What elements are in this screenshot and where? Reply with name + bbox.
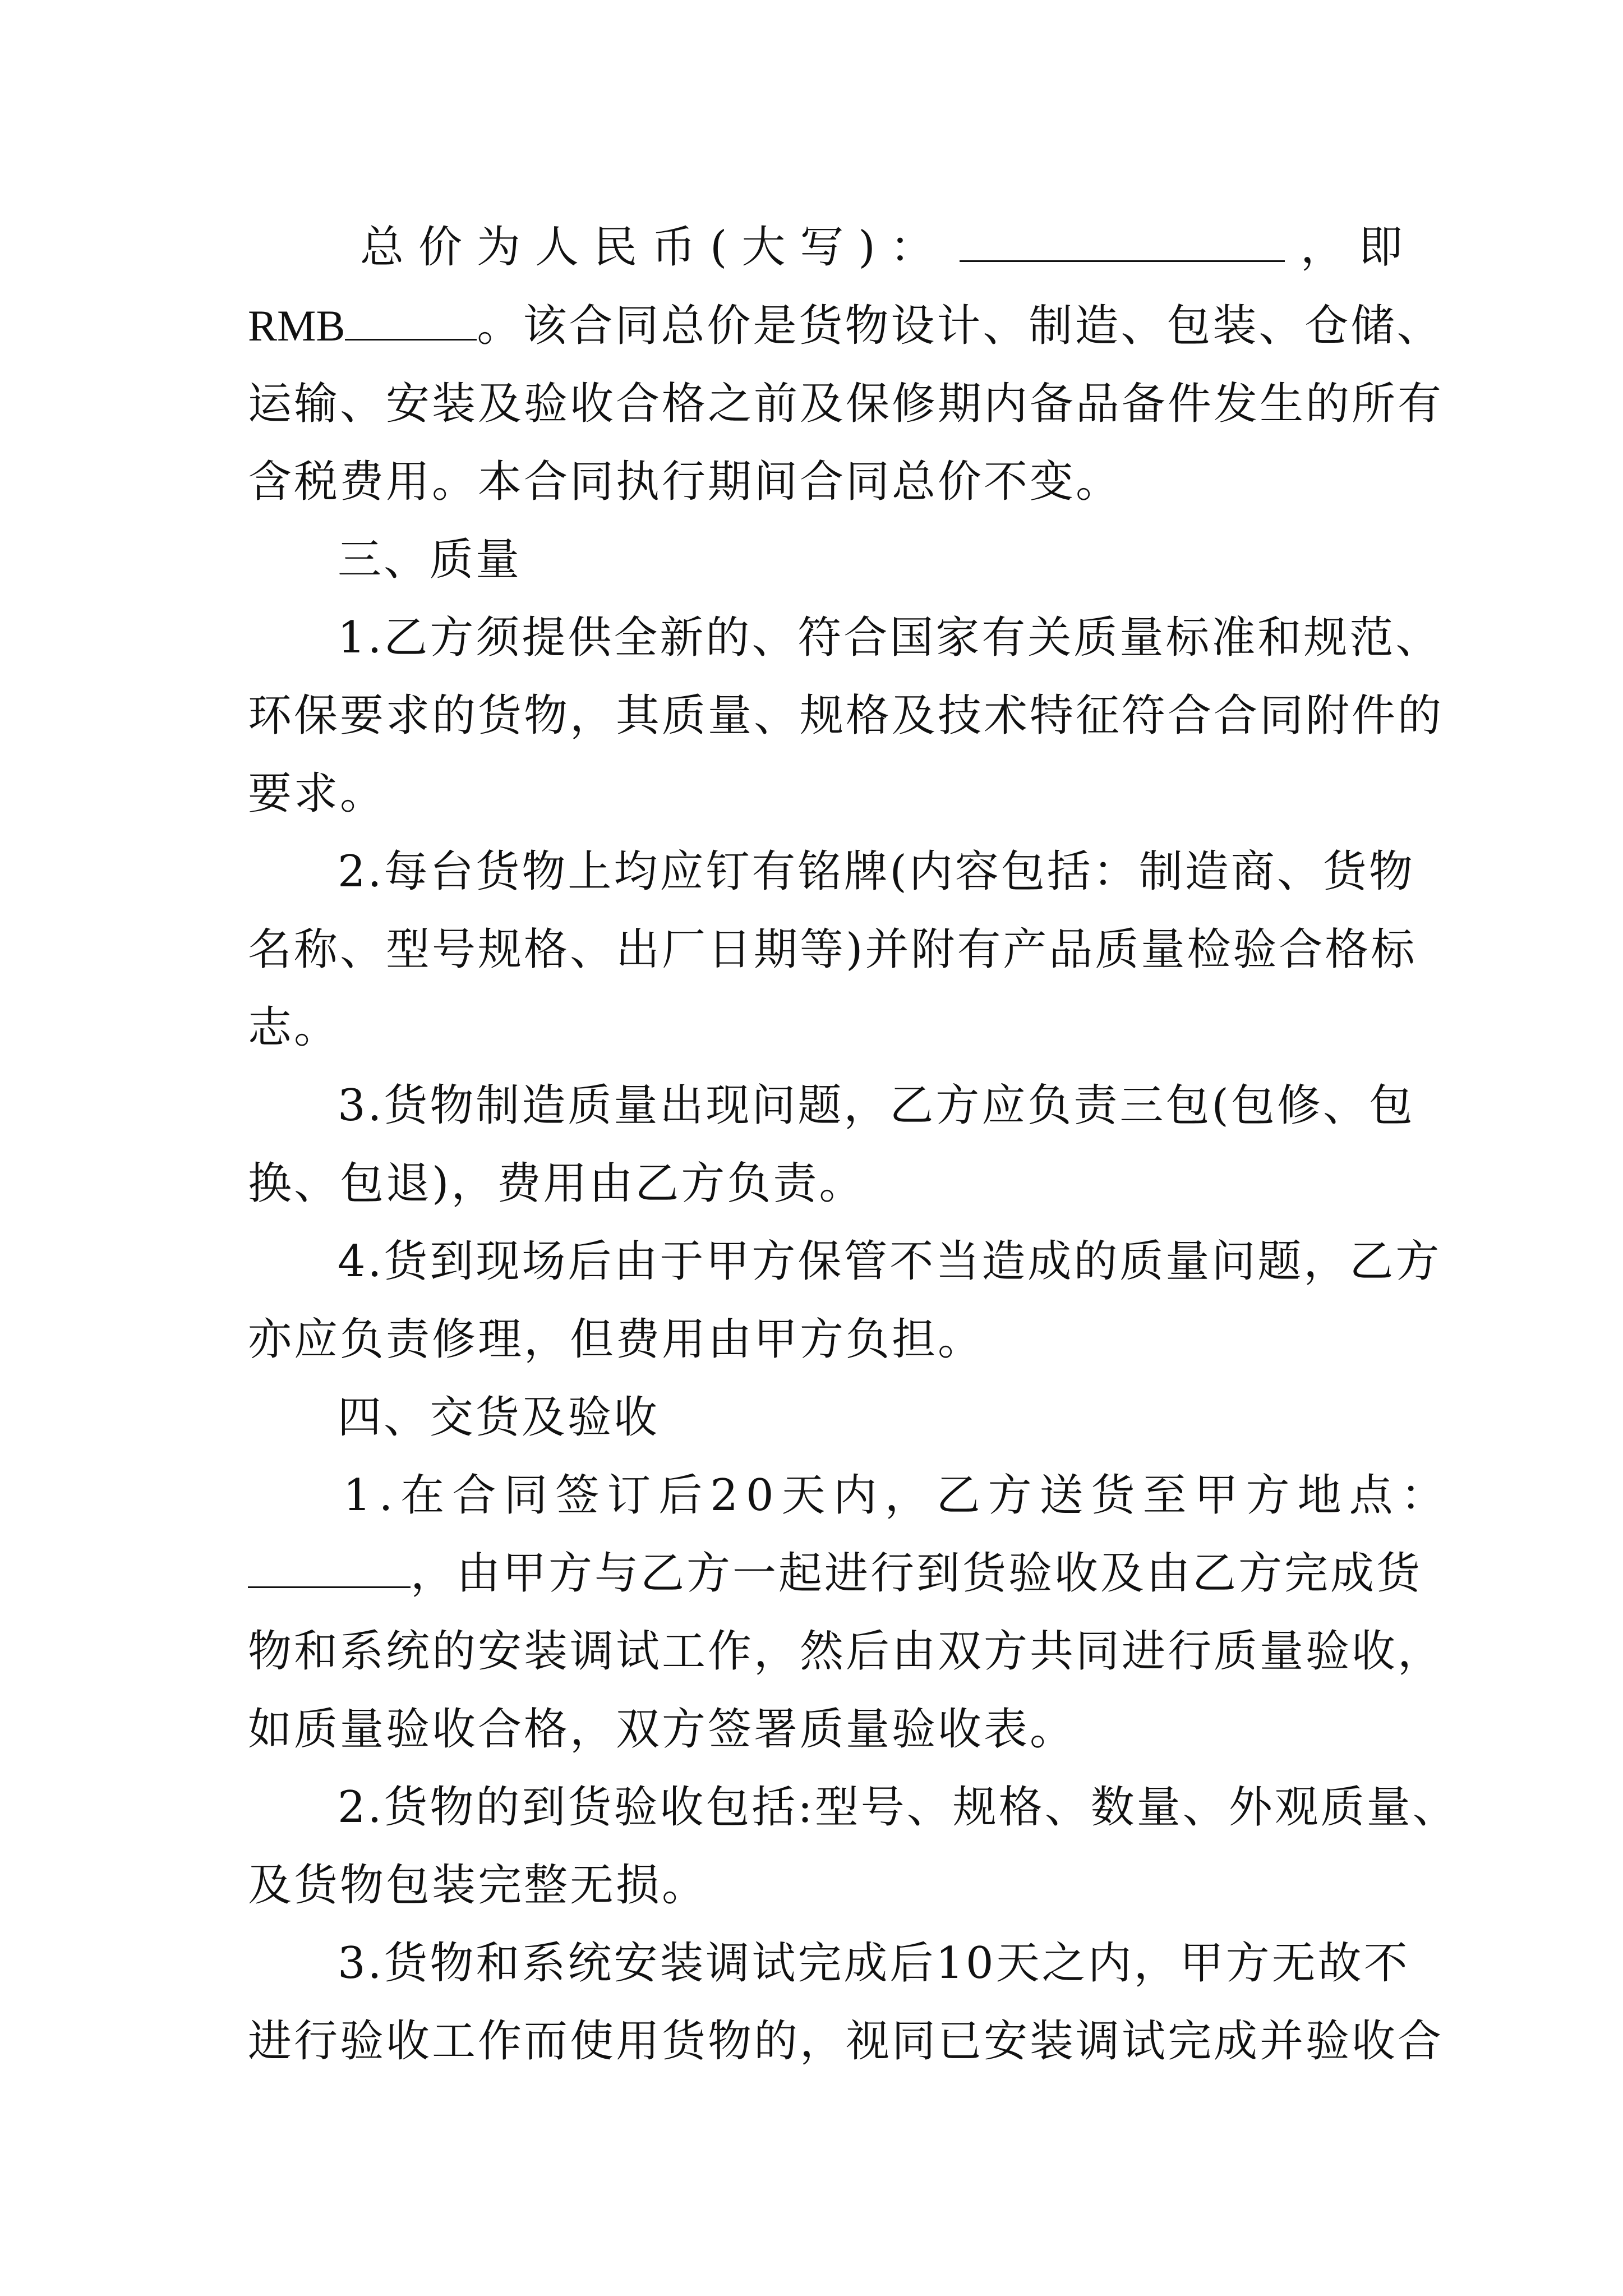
price-label: 总价为人民币(大写)： [360, 222, 948, 273]
price-paragraph [248, 209, 1444, 521]
s4-item1-line2 [248, 1535, 1423, 1613]
s3-item2-line2: 名称、型号规格、出厂日期等)并附有产品质量检验合格标 [248, 924, 1417, 975]
s3-item3-line1: 3.货物制造质量出现问题，乙方应负责三包(包修、包 [338, 1080, 1415, 1131]
s4-item3-line2: 进行验收工作而使用货物的，视同已安装调试完成并验收合 [248, 2016, 1444, 2067]
s3-item1-line1: 1.乙方须提供全新的、符合国家有关质量标准和规范、 [338, 613, 1442, 663]
s4-item1-line3: 物和系统的安装调试工作，然后由双方共同进行质量验收， [248, 1626, 1444, 1677]
s4-item3-line1: 3.货物和系统安装调试完成后10天之内，甲方无故不 [338, 1938, 1410, 1989]
price-line-2 [248, 287, 1443, 365]
price-line-3: 运输、安装及验收合格之前及保修期内备品备件发生的所有 [248, 379, 1444, 429]
s4-item1-line1: 1.在合同签订后20天内，乙方送货至甲方地点： [343, 1470, 1453, 1521]
section-4-item-3 [248, 1925, 1444, 2081]
s3-item4-line1: 4.货到现场后由于甲方保管不当造成的质量问题，乙方 [338, 1236, 1442, 1287]
s3-item2-line1: 2.每台货物上均应钉有铭牌(内容包括：制造商、货物 [338, 846, 1415, 897]
price-line-4: 含税费用。本合同执行期间合同总价不变。 [248, 457, 1122, 507]
s3-item4-line2: 亦应负责修理，但费用由甲方负担。 [248, 1314, 984, 1365]
price-line-1 [248, 209, 1417, 287]
price-line1-tail: ，即 [1300, 222, 1417, 273]
section-4-title: 四、交货及验收 [338, 1392, 660, 1443]
section-4-item-2 [248, 1769, 1459, 1925]
section-3-item-1 [248, 599, 1444, 833]
price-line2-tail: 。该合同总价是货物设计、制造、包装、仓储、 [477, 301, 1443, 351]
s4-item2-line1: 2.货物的到货验收包括:型号、规格、数量、外观质量、 [338, 1782, 1459, 1833]
section-3-item-4 [248, 1223, 1442, 1379]
s4-item1-line2-tail: ，由甲方与乙方一起进行到货验收及由乙方完成货 [411, 1548, 1423, 1599]
document-body [248, 209, 1459, 2081]
s3-item1-line3: 要求。 [248, 769, 386, 819]
section-3-item-3 [248, 1067, 1415, 1223]
section-3-title: 三、质量 [338, 535, 522, 585]
s3-item3-line2: 换、包退)，费用由乙方负责。 [248, 1158, 865, 1209]
s4-item2-line2: 及货物包装完整无损。 [248, 1860, 708, 1911]
rmb-amount-blank [345, 304, 477, 341]
section-4-item-1 [248, 1457, 1453, 1769]
rmb-label: RMB [248, 301, 345, 350]
s3-item2-line3: 志。 [248, 1002, 340, 1053]
delivery-location-blank [248, 1552, 411, 1588]
s4-item1-line4: 如质量验收合格，双方签署质量验收表。 [248, 1704, 1076, 1755]
price-uppercase-blank [960, 226, 1285, 262]
section-3-item-2 [248, 833, 1417, 1067]
s3-item1-line2: 环保要求的货物，其质量、规格及技术特征符合合同附件的 [248, 691, 1444, 741]
